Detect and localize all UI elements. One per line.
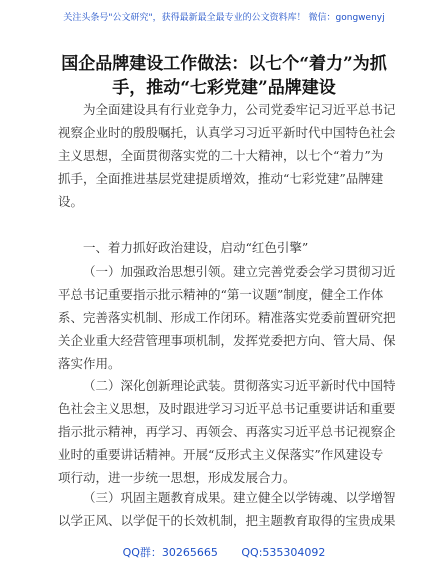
title-line-2: 手，推动“七彩党建”品牌建设 — [112, 78, 336, 98]
paragraph-intro — [58, 98, 398, 213]
paragraph-line: 以学正风、以学促干的长效机制，把主题教育取得的宝贵成果 — [58, 513, 396, 528]
paragraph-line: （三）巩固主题教育成果。建立健全以学铸魂、以学增智 — [83, 490, 396, 505]
footer-qq-group: QQ群：30265665 — [122, 546, 218, 559]
document-title — [40, 52, 408, 100]
paragraph-line: （二）深化创新理论武装。贯彻落实习近平新时代中国特 — [83, 378, 396, 393]
paragraph-item-3 — [58, 486, 398, 532]
paragraph-line: 为全面建设具有行业竞争力，公司党委牢记习近平总书记 — [83, 102, 396, 117]
paragraph-line: 平总书记重要指示批示精神的“第一议题”制度，健全工作体 — [58, 287, 384, 302]
banner-text: 关注头条号"公文研究"，获得最新最全最专业的公文资料库！ 微信：gongwenyj — [63, 13, 385, 23]
footer-qq: QQ:535304092 — [241, 546, 326, 559]
paragraph-line: 设。 — [58, 194, 84, 209]
paragraph-line: 视察企业时的殷殷嘱托，认真学习习近平新时代中国特色社会 — [58, 125, 396, 140]
paragraph-line: 业时的重要讲话精神。开展“反形式主义保落实”作风建设专 — [58, 447, 384, 462]
paragraph-item-1 — [58, 260, 398, 375]
paragraph-line: 抓手，全面推进基层党建提质增效，推动“七彩党建”品牌建 — [58, 171, 384, 186]
paragraph-line: 指示批示精神，再学习、再领会、再落实习近平总书记视察企 — [58, 424, 396, 439]
paragraph-item-2 — [58, 374, 398, 489]
section-heading — [58, 236, 398, 259]
footer-contact — [0, 544, 448, 560]
paragraph-line: 色社会主义思想，及时跟进学习习近平总书记重要讲话和重要 — [58, 401, 396, 416]
paragraph-line: 主义思想，全面贯彻落实党的二十大精神，以七个“着力”为 — [58, 148, 384, 163]
section-heading-text: 一、着力抓好政治建设，启动“红色引擎” — [83, 240, 309, 255]
paragraph-line: 关企业重大经营管理事项机制，发挥党委把方向、管大局、保 — [58, 333, 396, 348]
paragraph-line: （一）加强政治思想引领。建立完善党委会学习贯彻习近 — [83, 264, 396, 279]
header-banner — [0, 0, 448, 28]
paragraph-line: 落实作用。 — [58, 356, 121, 371]
paragraph-line: 系、完善落实机制、形成工作闭环。精准落实党委前置研究把 — [58, 310, 396, 325]
title-line-1: 国企品牌建设工作做法：以七个“着力”为抓 — [61, 54, 387, 74]
paragraph-line: 项行动，进一步统一思想，形成发展合力。 — [58, 470, 296, 485]
